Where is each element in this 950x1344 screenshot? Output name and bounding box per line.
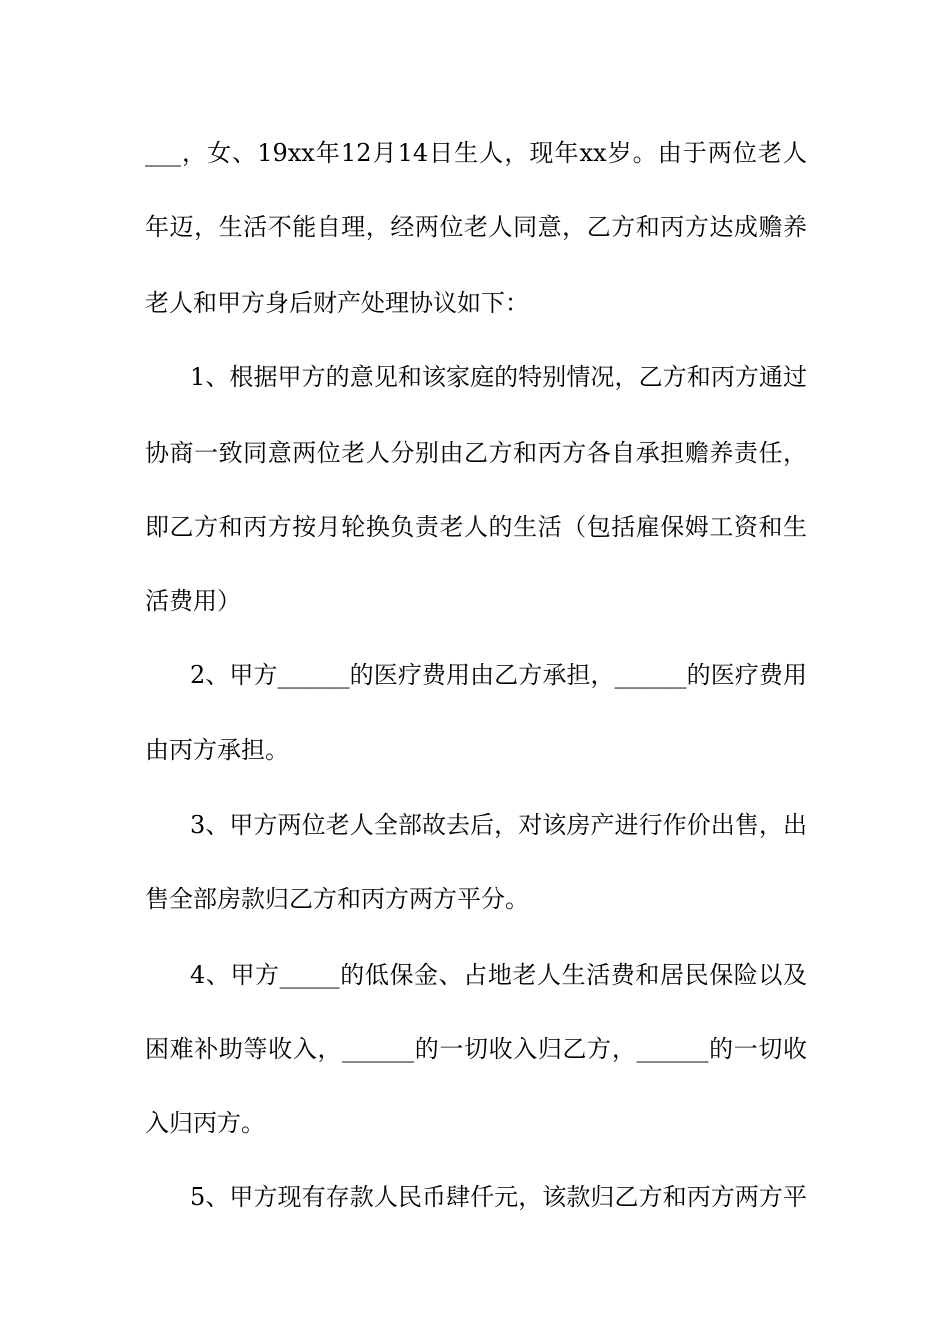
text-line: 年迈，生活不能自理，经两位老人同意，乙方和丙方达成赡养	[145, 213, 807, 241]
paragraph-start-line: 5、甲方现有存款人民币肆仟元，该款归乙方和丙方两方平	[190, 1183, 807, 1211]
text-line: 入归丙方。	[145, 1109, 265, 1137]
paragraph-start-line: 3、甲方两位老人全部故去后，对该房产进行作价出售，出	[190, 811, 807, 839]
paragraph-start-line: 2、甲方______的医疗费用由乙方承担，______的医疗费用	[190, 661, 807, 689]
text-line: ___，女、19xx年12月14日生人，现年xx岁。由于两位老人	[145, 139, 807, 167]
text-line: 售全部房款归乙方和丙方两方平分。	[145, 885, 529, 913]
text-line: 困难补助等收入，______的一切收入归乙方，______的一切收	[145, 1035, 807, 1063]
text-line: 由丙方承担。	[145, 736, 289, 764]
paragraph-start-line: 4、甲方_____的低保金、占地老人生活费和居民保险以及	[190, 961, 807, 989]
text-line: 协商一致同意两位老人分别由乙方和丙方各自承担赡养责任，	[145, 439, 807, 467]
text-line: 老人和甲方身后财产处理协议如下：	[145, 289, 529, 317]
text-line: 活费用）	[145, 587, 241, 615]
text-line: 即乙方和丙方按月轮换负责老人的生活（包括雇保姆工资和生	[145, 513, 807, 541]
paragraph-start-line: 1、根据甲方的意见和该家庭的特别情况，乙方和丙方通过	[190, 363, 807, 391]
